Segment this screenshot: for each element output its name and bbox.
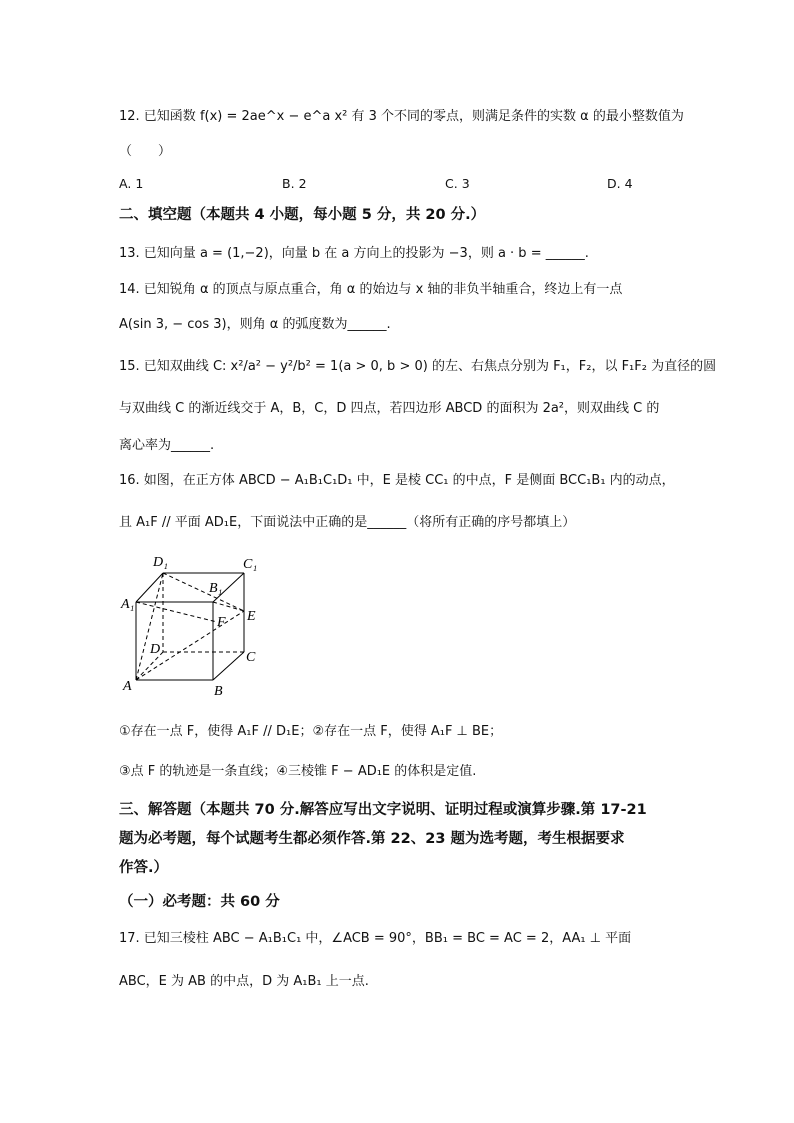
option-value: 3 [461, 176, 470, 191]
label-a: A [123, 679, 132, 694]
q16-statements-1: ①存在一点 F，使得 A₁F // D₁E；②存在一点 F，使得 A₁F ⊥ BE； [119, 724, 503, 739]
label-b1: B₁ [209, 581, 223, 596]
label-a1: A₁ [121, 597, 135, 612]
section3-heading-1: 三、解答题（本题共 70 分.解答应写出文字说明、证明过程或演算步骤.第 17-21 [119, 802, 647, 818]
q15-stem-2: 与双曲线 C 的渐近线交于 A，B，C，D 四点，若四边形 ABCD 的面积为 2a²，则双曲线 C 的 [119, 401, 660, 416]
q15-stem-3: 离心率为______. [119, 438, 215, 453]
line-d1-e [163, 573, 244, 611]
edge-b-c [213, 652, 244, 680]
q12-option-b [282, 176, 311, 191]
line-a-d1 [136, 573, 163, 680]
line-a1-f [136, 602, 217, 622]
q12-option-d [607, 176, 637, 191]
section2-heading: 二、填空题（本题共 4 小题，每小题 5 分，共 20 分.） [119, 207, 486, 223]
q17-stem-2: ABC，E 为 AB 的中点，D 为 A₁B₁ 上一点. [119, 974, 369, 989]
q14-stem-2: A(sin 3, − cos 3)，则角 α 的弧度数为______. [119, 317, 391, 332]
q16-stem-1: 16. 如图，在正方体 ABCD − A₁B₁C₁D₁ 中，E 是棱 CC₁ 的中点，F 是侧面 BCC₁B₁ 内的动点， [119, 473, 675, 488]
q15-stem-1: 15. 已知双曲线 C: x²/a² − y²/b² = 1(a > 0, b > 0) 的左、右焦点分别为 F₁，F₂，以 F₁F₂ 为直径的圆 [119, 359, 717, 374]
q13-stem: 13. 已知向量 a = (1,−2)，向量 b 在 a 方向上的投影为 −3，则 a · b = ______. [119, 246, 589, 261]
section3-heading-3: 作答.） [119, 860, 169, 876]
q17-stem-1: 17. 已知三棱柱 ABC − A₁B₁C₁ 中，∠ACB = 90°，BB₁ = BC = AC = 2，AA₁ ⊥ 平面 [119, 931, 632, 946]
label-b: B [214, 684, 223, 699]
q12-stem: 12. 已知函数 f(x) = 2ae^x − e^a x² 有 3 个不同的零点，则满足条件的实数 α 的最小整数值为 [119, 109, 684, 124]
q12-option-a [119, 176, 147, 191]
option-letter: D. [607, 176, 621, 191]
edge-a1-d1 [136, 573, 163, 602]
q16-statements-2: ③点 F 的轨迹是一条直线；④三棱锥 F − AD₁E 的体积是定值. [119, 764, 477, 779]
option-value: 4 [624, 176, 633, 191]
option-letter: A. [119, 176, 132, 191]
section3-subheading: （一）必考题：共 60 分 [119, 894, 280, 910]
q12-option-c [445, 176, 474, 191]
label-c1: C₁ [243, 557, 258, 572]
option-value: 2 [298, 176, 307, 191]
q12-paren: （ ） [119, 144, 172, 159]
q16-stem-2: 且 A₁F // 平面 AD₁E，下面说法中正确的是______（将所有正确的序号都填上） [119, 515, 576, 530]
option-value: 1 [135, 176, 144, 191]
option-letter: B. [282, 176, 295, 191]
option-letter: C. [445, 176, 458, 191]
q14-stem-1: 14. 已知锐角 α 的顶点与原点重合，角 α 的始边与 x 轴的非负半轴重合，终边上有一点 [119, 282, 623, 297]
label-f: F [217, 615, 226, 630]
label-e: E [247, 609, 256, 624]
label-c: C [246, 650, 256, 665]
cube-figure [115, 548, 275, 700]
section3-heading-2: 题为必考题，每个试题考生都必须作答.第 22、23 题为选考题，考生根据要求 [119, 831, 625, 847]
label-d1: D₁ [153, 555, 168, 570]
label-d: D [150, 642, 161, 657]
